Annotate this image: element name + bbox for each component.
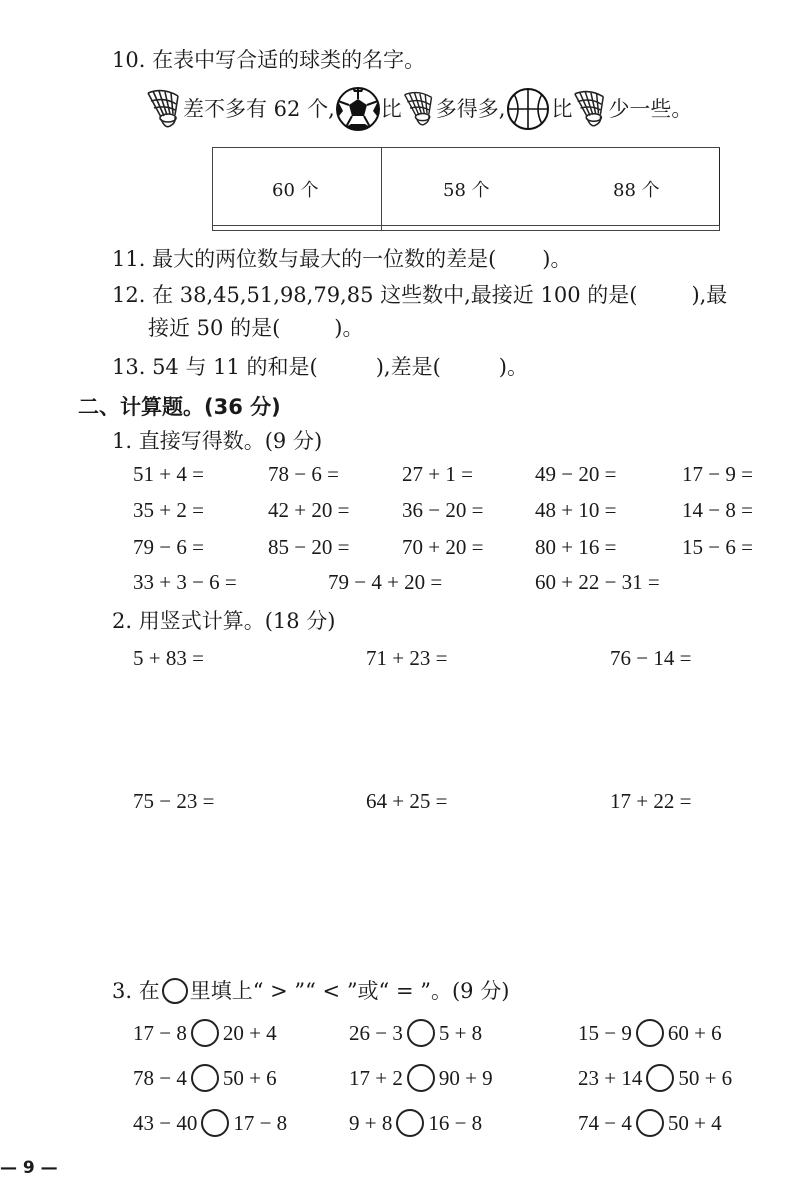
- math-expression: 14 − 8 =: [682, 498, 753, 522]
- comparison-right: 17 − 8: [233, 1110, 288, 1135]
- question-11: [112, 245, 571, 273]
- comparison-item: [349, 1019, 482, 1047]
- vertical-calc-problem: 64 + 25 =: [366, 789, 448, 813]
- table-header-cell: [213, 148, 382, 226]
- comparison-left: 74 − 4: [578, 1110, 632, 1135]
- math-expression: 79 − 4 + 20 =: [328, 570, 443, 594]
- math-expression: 78 − 6 =: [268, 462, 339, 486]
- math-expression: 60 + 22 − 31 =: [535, 570, 660, 594]
- subsection-2-title: 2. 用竖式计算。(18 分): [112, 609, 336, 633]
- math-expression: 51 + 4 =: [133, 462, 204, 486]
- q13-p3: )。: [498, 355, 528, 379]
- vertical-calc-problem: 5 + 83 =: [133, 646, 204, 670]
- comparison-left: 26 − 3: [349, 1020, 403, 1045]
- comparison-left: 78 − 4: [133, 1065, 187, 1090]
- comparison-item: [578, 1109, 722, 1137]
- ball-name-table: [212, 147, 720, 231]
- math-expression: 85 − 20 =: [268, 535, 350, 559]
- comparison-right: 16 − 8: [428, 1110, 483, 1135]
- comparison-circle[interactable]: [191, 1064, 219, 1092]
- question-12-line2: [148, 314, 363, 342]
- basketball-icon: [505, 86, 551, 132]
- comparison-circle[interactable]: [646, 1064, 674, 1092]
- comparison-left: 17 + 2: [349, 1065, 403, 1090]
- comparison-left: 23 + 14: [578, 1065, 643, 1090]
- q10-part5: 少一些。: [608, 97, 693, 121]
- comparison-left: 9 + 8: [349, 1110, 393, 1135]
- vertical-calc-problem: 76 − 14 =: [610, 646, 692, 670]
- math-expression: 48 + 10 =: [535, 498, 617, 522]
- comparison-item: [349, 1064, 493, 1092]
- comparison-right: 50 + 6: [222, 1065, 277, 1090]
- q12-mid: ),最: [691, 283, 728, 307]
- comparison-item: [133, 1109, 287, 1137]
- math-expression: 49 − 20 =: [535, 462, 617, 486]
- comparison-circle[interactable]: [407, 1064, 435, 1092]
- table-header-88: 88 个: [613, 180, 660, 202]
- page-number: — 9 —: [0, 1158, 58, 1178]
- q12-text2: 接近 50 的是(: [148, 316, 281, 340]
- math-expression: 33 + 3 − 6 =: [133, 570, 237, 594]
- math-expression: 80 + 16 =: [535, 535, 617, 559]
- q10-part3: 多得多,: [435, 97, 506, 121]
- comparison-item: [349, 1109, 482, 1137]
- soccer-ball-icon: [335, 86, 381, 132]
- vertical-calc-problem: 75 − 23 =: [133, 789, 215, 813]
- s3-title-before: 3. 在: [112, 979, 160, 1003]
- answer-cell[interactable]: [382, 225, 720, 230]
- math-expression: 36 − 20 =: [402, 498, 484, 522]
- comparison-circle[interactable]: [407, 1019, 435, 1047]
- q13-p2: ),差是(: [375, 355, 441, 379]
- question-10-statement: [145, 88, 692, 130]
- comparison-right: 20 + 4: [222, 1020, 277, 1045]
- shuttlecock-icon: [145, 89, 183, 129]
- math-expression: 79 − 6 =: [133, 535, 204, 559]
- comparison-item: [578, 1064, 732, 1092]
- q12-end: )。: [334, 316, 364, 340]
- table-header-58: 58 个: [443, 180, 490, 202]
- q11-end: )。: [542, 247, 572, 271]
- s3-title-after: 里填上“ > ”“ < ”或“ = ”。(9 分): [189, 979, 510, 1003]
- comparison-right: 60 + 6: [667, 1020, 722, 1045]
- comparison-left: 43 − 40: [133, 1110, 198, 1135]
- math-expression: 70 + 20 =: [402, 535, 484, 559]
- comparison-left: 17 − 8: [133, 1020, 187, 1045]
- answer-cell[interactable]: [213, 225, 382, 230]
- q10-part4: 比: [551, 97, 573, 121]
- comparison-item: [133, 1019, 277, 1047]
- comparison-left: 15 − 9: [578, 1020, 632, 1045]
- question-13: [112, 353, 528, 381]
- section-2-title: 二、计算题。(36 分): [78, 395, 281, 419]
- math-expression: 42 + 20 =: [268, 498, 350, 522]
- subsection-3-title: [112, 977, 509, 1005]
- subsection-1-title: 1. 直接写得数。(9 分): [112, 429, 323, 453]
- q13-p1: 13. 54 与 11 的和是(: [112, 355, 318, 379]
- comparison-right: 50 + 6: [678, 1065, 733, 1090]
- table-header-60: 60 个: [272, 180, 319, 202]
- shuttlecock-icon: [572, 89, 608, 129]
- q10-part1: 差不多有 62 个,: [183, 97, 335, 121]
- comparison-circle[interactable]: [636, 1109, 664, 1137]
- comparison-right: 5 + 8: [438, 1020, 483, 1045]
- shuttlecock-icon: [402, 91, 436, 127]
- q10-part2: 比: [380, 97, 402, 121]
- question-10-title: 10. 在表中写合适的球类的名字。: [112, 48, 426, 72]
- q12-text: 12. 在 38,45,51,98,79,85 这些数中,最接近 100 的是(: [112, 283, 638, 307]
- circle-icon: [162, 978, 188, 1004]
- table-header-cell: [382, 148, 720, 226]
- comparison-circle[interactable]: [191, 1019, 219, 1047]
- question-12-line1: [112, 281, 727, 309]
- math-expression: 35 + 2 =: [133, 498, 204, 522]
- comparison-circle[interactable]: [201, 1109, 229, 1137]
- comparison-circle[interactable]: [636, 1019, 664, 1047]
- q11-text: 11. 最大的两位数与最大的一位数的差是(: [112, 247, 497, 271]
- vertical-calc-problem: 17 + 22 =: [610, 789, 692, 813]
- vertical-calc-problem: 71 + 23 =: [366, 646, 448, 670]
- math-expression: 17 − 9 =: [682, 462, 753, 486]
- comparison-item: [133, 1064, 277, 1092]
- comparison-item: [578, 1019, 722, 1047]
- comparison-right: 50 + 4: [667, 1110, 722, 1135]
- comparison-circle[interactable]: [396, 1109, 424, 1137]
- math-expression: 27 + 1 =: [402, 462, 473, 486]
- math-expression: 15 − 6 =: [682, 535, 753, 559]
- comparison-right: 90 + 9: [438, 1065, 493, 1090]
